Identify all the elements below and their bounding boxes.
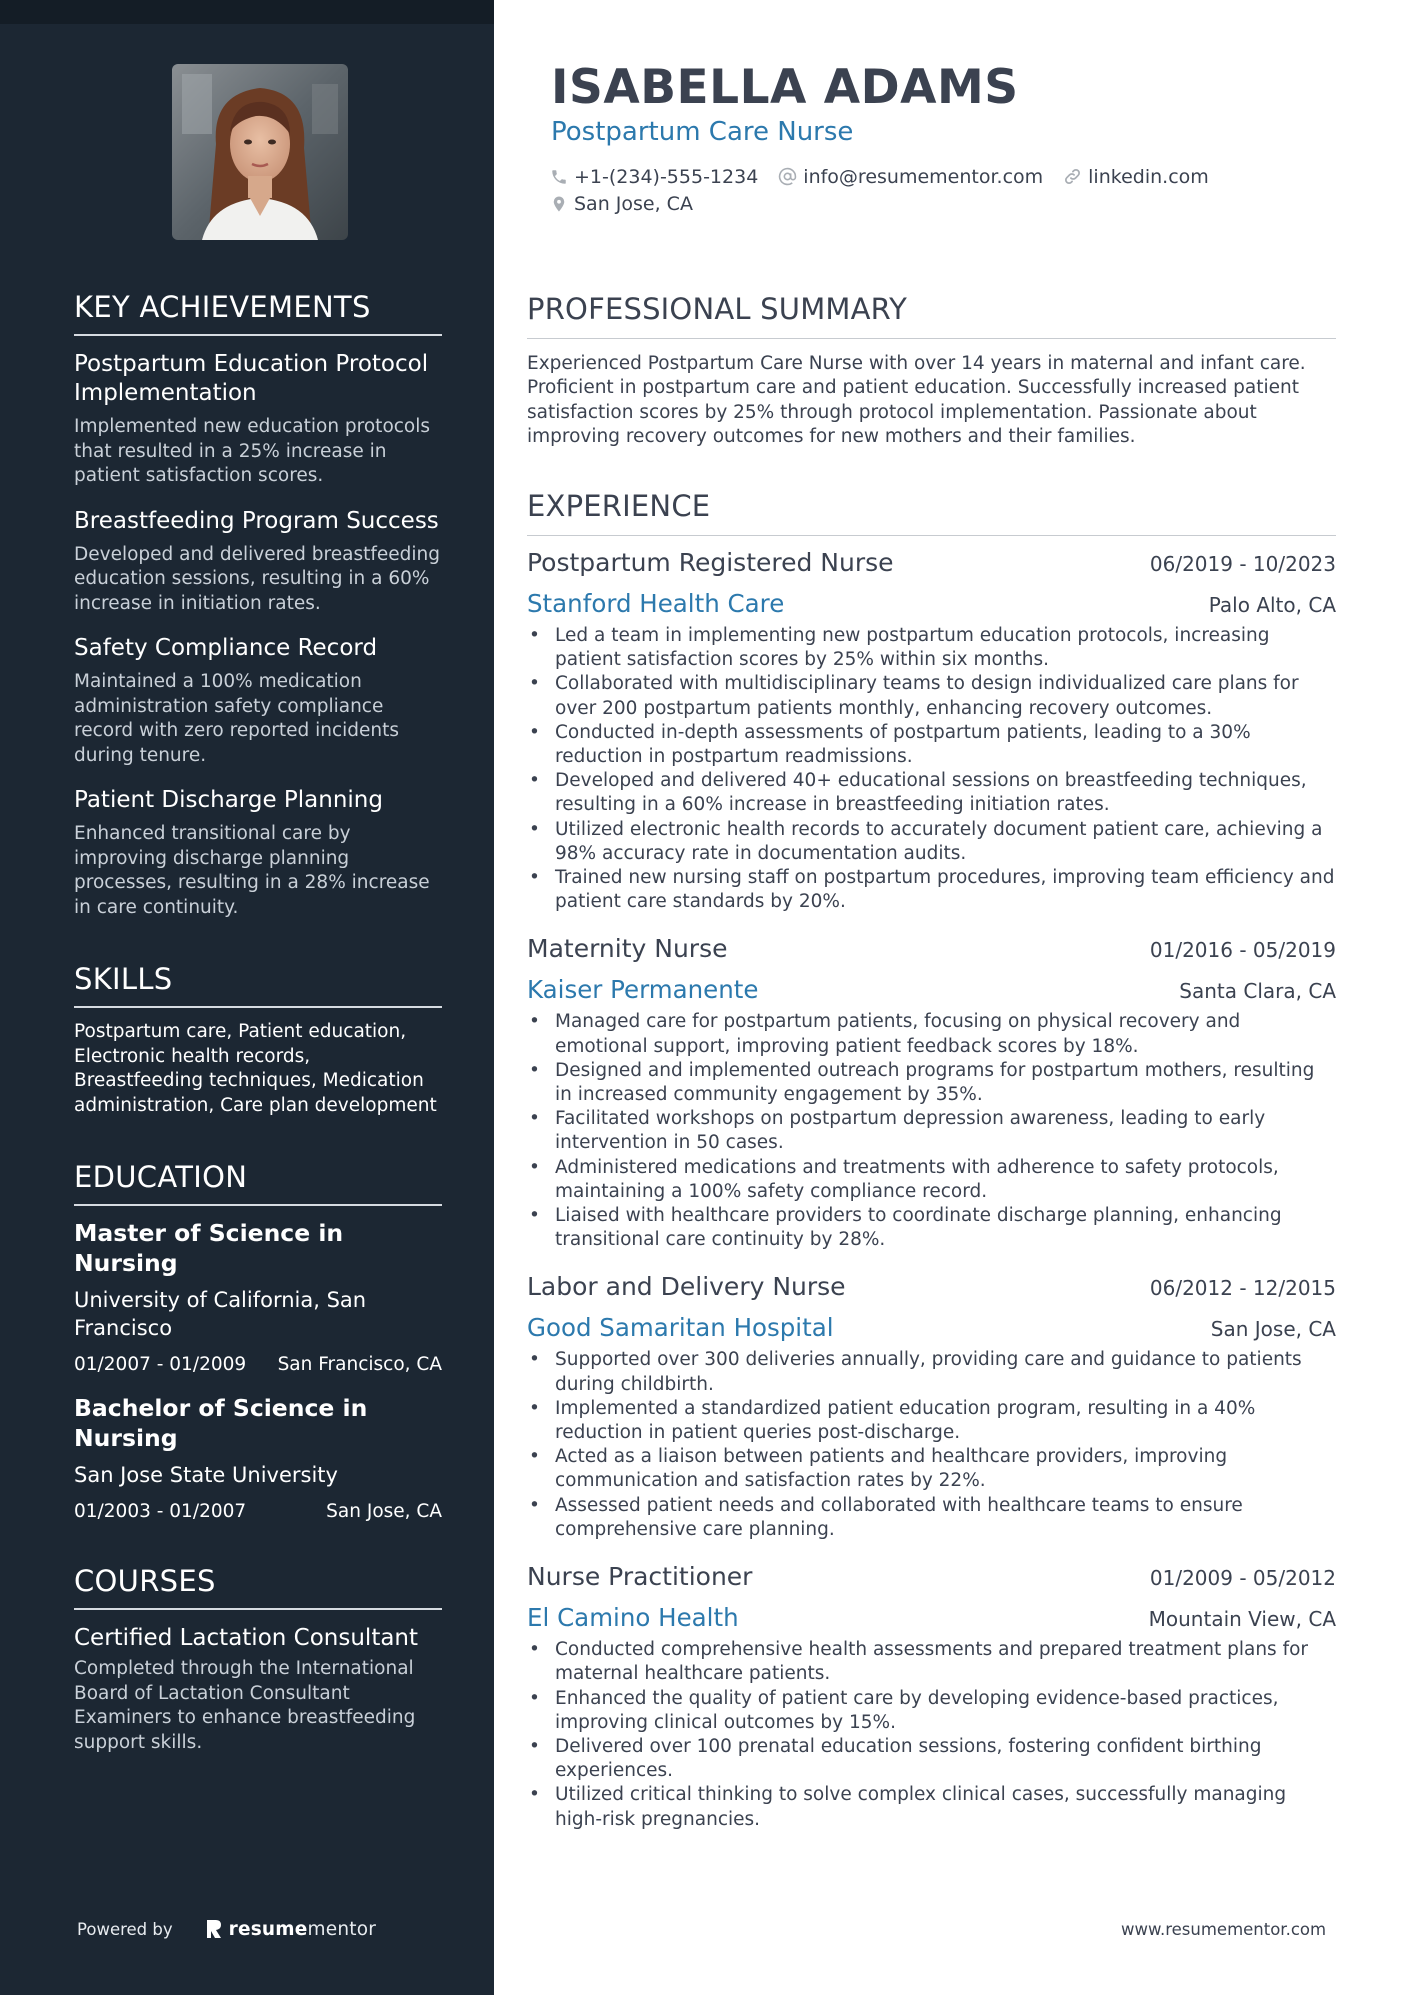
education-item xyxy=(74,1218,442,1375)
summary-text: Experienced Postpartum Care Nurse with over 14 years in maternal and infant care. Proficient in postpartum care and patient education. Successfully increased patient satisfaction scores by 25% through protocol implementation. Passionate about improving recovery outcomes for new mothers and their families. xyxy=(527,353,1306,447)
job-location: Palo Alto, CA xyxy=(1208,593,1336,617)
job-bullet: • Collaborated with multidisciplinary teams to design individualized care plans for over 200 postpartum patients monthly, enhancing recovery outcomes. xyxy=(527,672,1336,720)
achievement-title: Safety Compliance Record xyxy=(74,635,378,661)
job-bullet: • Trained new nursing staff on postpartum procedures, improving team efficiency and patient care standards by 20%. xyxy=(527,866,1336,914)
education-item xyxy=(74,1393,442,1522)
job-bullet: • Assessed patient needs and collaborated with healthcare teams to ensure comprehensive care planning. xyxy=(527,1494,1336,1542)
job-dates: 06/2019 - 10/2023 xyxy=(1149,552,1336,576)
location-text: San Jose, CA xyxy=(574,192,693,215)
job-bullet: • Acted as a liaison between patients and healthcare providers, improving communication and satisfaction rates by 22%. xyxy=(527,1445,1336,1493)
job-entry xyxy=(527,548,1336,914)
phone-text: +1-(234)-555-1234 xyxy=(574,165,759,188)
job-dates: 06/2012 - 12/2015 xyxy=(1149,1276,1336,1301)
contact-row xyxy=(550,163,1229,190)
job-location: Mountain View, CA xyxy=(1148,1607,1336,1632)
achievement-title: Postpartum Education Protocol Implementation xyxy=(74,351,429,406)
resumementor-logo-icon xyxy=(205,1918,223,1940)
profile-photo xyxy=(172,64,348,240)
job-bullet: • Managed care for postpartum patients, focusing on physical recovery and emotional support, improving patient feedback scores by 18%. xyxy=(527,1010,1336,1058)
job-title: Labor and Delivery Nurse xyxy=(527,1272,846,1302)
job-title: Postpartum Registered Nurse xyxy=(527,548,894,577)
contact-row xyxy=(550,190,1229,217)
job-entry xyxy=(527,934,1336,1252)
logo-text-light: mentor xyxy=(307,1918,377,1940)
job-company: El Camino Health xyxy=(527,1603,739,1633)
achievements-section xyxy=(74,290,442,920)
experience-heading: EXPERIENCE xyxy=(527,489,1336,536)
skills-heading: SKILLS xyxy=(74,962,442,1008)
contact-phone xyxy=(550,166,758,188)
sidebar xyxy=(0,0,494,1995)
job-bullet: • Conducted comprehensive health assessments and prepared treatment plans for maternal healthcare patients. xyxy=(527,1638,1336,1686)
contact-email[interactable] xyxy=(778,166,1043,188)
job-location: San Jose, CA xyxy=(1210,1317,1336,1342)
job-bullet: • Delivered over 100 prenatal education sessions, fostering confident birthing experiences. xyxy=(527,1735,1336,1783)
email-text[interactable]: info@resumementor.com xyxy=(803,165,1044,188)
education-heading: EDUCATION xyxy=(74,1160,442,1206)
job-bullets xyxy=(527,1348,1336,1542)
job-bullet: • Designed and implemented outreach programs for postpartum mothers, resulting in increased community engagement by 35%. xyxy=(527,1059,1336,1107)
location-pin-icon xyxy=(550,194,568,214)
phone-icon xyxy=(550,168,568,186)
education-meta xyxy=(74,1354,442,1375)
achievements-heading: KEY ACHIEVEMENTS xyxy=(74,290,442,336)
course-description: Completed through the International Board of Lactation Consultant Examiners to enhance breastfeeding support skills. xyxy=(74,1658,416,1753)
job-company: Good Samaritan Hospital xyxy=(527,1313,834,1343)
job-bullet: • Conducted in-depth assessments of postpartum patients, leading to a 30% reduction in postpartum readmissions. xyxy=(527,721,1336,769)
education-degree: Bachelor of Science in Nursing xyxy=(74,1394,368,1452)
achievement-item xyxy=(74,634,442,768)
achievement-description: Developed and delivered breastfeeding education sessions, resulting in a 60% increase in initiation rates. xyxy=(74,543,440,614)
contact-location xyxy=(550,193,693,215)
job-bullet: • Utilized electronic health records to accurately document patient care, achieving a 98% accuracy rate in documentation audits. xyxy=(527,818,1336,866)
job-bullet: • Led a team in implementing new postpartum education protocols, increasing patient satisfaction scores by 25% within six months. xyxy=(527,624,1336,672)
sidebar-top-bar xyxy=(0,0,494,24)
job-bullet: • Supported over 300 deliveries annually, providing care and guidance to patients during childbirth. xyxy=(527,1348,1336,1396)
course-title: Certified Lactation Consultant xyxy=(74,1625,419,1651)
course-item xyxy=(74,1624,442,1755)
job-location: Santa Clara, CA xyxy=(1179,979,1336,1004)
achievement-item xyxy=(74,507,442,617)
job-bullets xyxy=(527,1010,1336,1252)
education-dates: 01/2003 - 01/2007 xyxy=(74,1501,247,1522)
job-company: Stanford Health Care xyxy=(527,589,785,618)
education-location: San Francisco, CA xyxy=(277,1354,442,1375)
education-school: San Jose State University xyxy=(74,1463,338,1487)
education-meta xyxy=(74,1501,442,1522)
job-bullets xyxy=(527,624,1336,914)
achievement-item xyxy=(74,350,442,489)
job-bullet: • Developed and delivered 40+ educational sessions on breastfeeding techniques, resulting in a 60% increase in breastfeeding initiation rates. xyxy=(527,769,1336,817)
powered-by-footer xyxy=(77,1918,376,1940)
achievement-title: Patient Discharge Planning xyxy=(74,787,383,813)
job-entry xyxy=(527,1562,1336,1832)
achievement-item xyxy=(74,786,442,920)
experience-section xyxy=(527,489,1336,1832)
logo-text-bold: resume xyxy=(228,1918,308,1940)
sidebar-content xyxy=(74,290,442,1755)
job-bullet: • Facilitated workshops on postpartum depression awareness, leading to early intervention in 50 cases. xyxy=(527,1107,1336,1155)
job-title: Maternity Nurse xyxy=(527,934,728,964)
skills-section xyxy=(74,962,442,1118)
education-school: University of California, San Francisco xyxy=(74,1288,367,1340)
job-bullet: • Enhanced the quality of patient care by developing evidence-based practices, improving clinical outcomes by 15%. xyxy=(527,1687,1336,1735)
summary-heading: PROFESSIONAL SUMMARY xyxy=(527,292,1336,339)
at-icon xyxy=(778,167,797,186)
candidate-name: ISABELLA ADAMS xyxy=(551,60,1019,115)
achievement-title: Breastfeeding Program Success xyxy=(74,507,439,534)
linkedin-text[interactable]: linkedin.com xyxy=(1088,165,1209,188)
job-bullet: • Administered medications and treatments with adherence to safety protocols, maintaining a 100% safety compliance record. xyxy=(527,1156,1336,1204)
link-icon xyxy=(1063,167,1082,186)
powered-by-label: Powered by xyxy=(77,1919,173,1939)
contact-linkedin[interactable] xyxy=(1063,166,1209,188)
achievement-description: Enhanced transitional care by improving discharge planning processes, resulting in a 28% increase in care continuity. xyxy=(74,823,430,918)
education-degree: Master of Science in Nursing xyxy=(74,1219,344,1277)
job-bullet: • Liaised with healthcare providers to coordinate discharge planning, enhancing transitional care continuity by 28%. xyxy=(527,1204,1336,1252)
job-bullets xyxy=(527,1638,1336,1832)
education-location: San Jose, CA xyxy=(326,1501,442,1522)
footer-website[interactable]: www.resumementor.com xyxy=(1121,1920,1327,1939)
contact-info xyxy=(550,163,1229,217)
job-title: Nurse Practitioner xyxy=(527,1562,753,1592)
courses-heading: COURSES xyxy=(74,1564,442,1610)
education-section xyxy=(74,1160,442,1522)
education-dates: 01/2007 - 01/2009 xyxy=(74,1354,247,1375)
job-dates: 01/2016 - 05/2019 xyxy=(1149,938,1336,963)
job-entry xyxy=(527,1272,1336,1542)
job-dates: 01/2009 - 05/2012 xyxy=(1149,1566,1336,1591)
summary-section xyxy=(527,292,1336,449)
candidate-role: Postpartum Care Nurse xyxy=(551,117,854,147)
achievement-description: Implemented new education protocols that resulted in a 25% increase in patient satisfaction scores. xyxy=(74,416,431,486)
job-company: Kaiser Permanente xyxy=(527,975,759,1005)
skills-list: Postpartum care, Patient education, Electronic health records, Breastfeeding techniques, Medication administration, Care plan development xyxy=(74,1021,437,1116)
job-bullet: • Utilized critical thinking to solve complex clinical cases, successfully managing high-risk pregnancies. xyxy=(527,1783,1336,1831)
achievement-description: Maintained a 100% medication administration safety compliance record with zero reported incidents during tenure. xyxy=(74,671,400,766)
courses-section xyxy=(74,1564,442,1755)
resumementor-logo-text xyxy=(229,1919,376,1940)
job-bullet: • Implemented a standardized patient education program, resulting in a 40% reduction in patient queries post-discharge. xyxy=(527,1397,1336,1445)
